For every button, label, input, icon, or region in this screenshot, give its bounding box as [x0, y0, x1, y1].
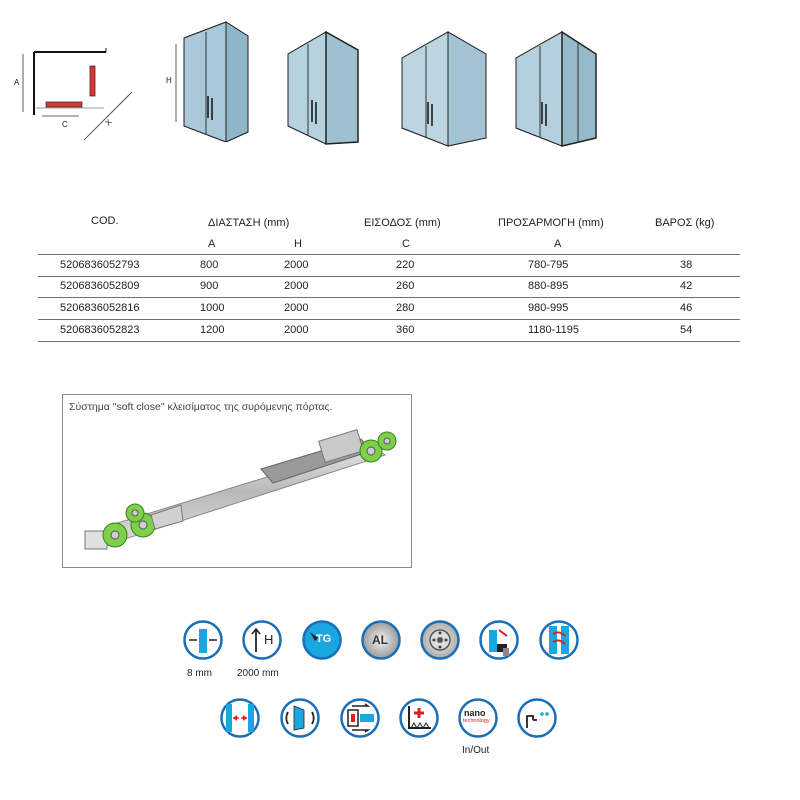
quality-icon: [399, 698, 439, 738]
table-cell-adj: 880-895: [528, 280, 569, 292]
soft-close-caption: Σύστημα "soft close" κλεισίματος της συρόμενης πόρτας.: [69, 401, 333, 413]
height-label: H: [166, 76, 172, 85]
subheader-adjustment-a: A: [554, 238, 562, 250]
table-cell-code: 5206836052823: [60, 324, 140, 336]
table-cell-a: 800: [200, 259, 219, 271]
nano-technology-label: technology: [463, 718, 490, 724]
table-cell-c: 360: [396, 324, 415, 336]
height-icon: [242, 620, 282, 660]
nano-label: nano: [464, 708, 486, 718]
table-cell-c: 260: [396, 280, 415, 292]
header-entrance: ΕΙΣΟΔΟΣ (mm): [364, 217, 441, 229]
height-icon-label: H: [264, 632, 274, 647]
table-cell-h: 2000: [284, 280, 309, 292]
table-cell-h: 2000: [284, 324, 309, 336]
table-cell-a: 900: [200, 280, 219, 292]
table-cell-adj: 1180-1195: [528, 324, 579, 336]
glass-thickness-caption: 8 mm: [187, 668, 212, 679]
table-cell-c: 280: [396, 302, 415, 314]
adjustment-icon: [220, 698, 260, 738]
plan-label-x: X: [103, 117, 114, 128]
plan-diagram: [14, 40, 134, 150]
shower-tray-icon: [517, 698, 557, 738]
table-row: [38, 276, 740, 298]
plan-label-c: C: [62, 120, 68, 129]
table-row: [38, 298, 740, 320]
height-caption: 2000 mm: [237, 668, 279, 679]
shower-cabin-illustration-2: [282, 18, 366, 146]
table-cell-a: 1000: [200, 302, 225, 314]
nano-caption: In/Out: [462, 745, 490, 756]
shower-cabin-illustration-4: [510, 18, 606, 148]
subheader-c: C: [402, 238, 410, 250]
nano-technology-icon: [458, 698, 498, 738]
table-cell-h: 2000: [284, 302, 309, 314]
sliding-door-icon: [340, 698, 380, 738]
glass-thickness-icon: [183, 620, 223, 660]
header-dimension: ΔΙΑΣΤΑΣΗ (mm): [208, 217, 290, 229]
table-cell-weight: 38: [680, 259, 693, 271]
table-cell-code: 5206836052793: [60, 259, 140, 271]
shower-cabin-illustration-3: [396, 18, 492, 148]
aluminium-label: AL: [372, 633, 388, 647]
table-row: [38, 320, 740, 342]
magnetic-seal-icon: [479, 620, 519, 660]
plan-label-a: A: [14, 78, 20, 87]
table-cell-adj: 780-795: [528, 259, 569, 271]
table-cell-adj: 980-995: [528, 302, 569, 314]
table-cell-weight: 46: [680, 302, 693, 314]
wheels-icon: [420, 620, 460, 660]
water-seal-icon: [539, 620, 579, 660]
tempered-glass-label: TG: [316, 633, 332, 645]
header-code: COD.: [91, 215, 119, 227]
shower-cabin-illustration-1: [166, 14, 262, 142]
table-row: [38, 254, 740, 277]
soft-close-mechanism-image: [71, 417, 403, 563]
table-cell-a: 1200: [200, 324, 225, 336]
table-cell-c: 220: [396, 259, 415, 271]
soft-close-panel: [62, 394, 412, 568]
aluminium-icon: [361, 620, 401, 660]
table-cell-weight: 42: [680, 280, 693, 292]
table-cell-weight: 54: [680, 324, 693, 336]
table-cell-h: 2000: [284, 259, 309, 271]
reversible-icon: [280, 698, 320, 738]
subheader-a: A: [208, 238, 216, 250]
table-cell-code: 5206836052816: [60, 302, 140, 314]
tempered-glass-icon: [302, 620, 342, 660]
subheader-h: H: [294, 238, 302, 250]
table-cell-code: 5206836052809: [60, 280, 140, 292]
header-weight: ΒΑΡΟΣ (kg): [655, 217, 715, 229]
header-adjustment: ΠΡΟΣΑΡΜΟΓΗ (mm): [498, 217, 604, 229]
